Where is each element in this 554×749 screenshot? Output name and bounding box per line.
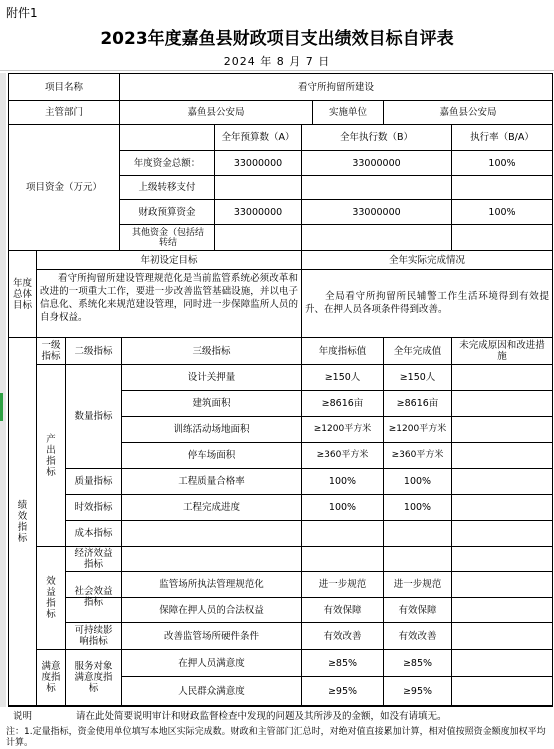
fund-row-exec: [302, 176, 451, 199]
indicator-target: 有效保障: [323, 604, 362, 616]
indicator-target: ≥8616亩: [321, 398, 364, 409]
perf-indicator-label: 绩效指标: [17, 499, 28, 544]
indicator-actual: ≥360平方米: [391, 450, 444, 460]
col-rate-header: 执行率（B/A）: [470, 132, 534, 143]
fund-row-rate: [452, 176, 552, 199]
annex-label: 附件1: [6, 6, 38, 20]
indicator-target: ≥360平方米: [316, 450, 369, 460]
social-indicator-label: 社会效益指标: [74, 586, 113, 608]
indicator-actual: 有效保障: [398, 604, 437, 616]
fund-row-exec: 33000000: [352, 206, 401, 218]
report-date: 2024 年 8 月 7 日: [223, 55, 331, 68]
fund-row-rate: 100%: [488, 157, 516, 169]
overall-goal-label: 年度总体目标: [13, 277, 33, 311]
indicator-actual: 100%: [403, 476, 432, 487]
economic-indicator-label: 经济效益指标: [74, 548, 113, 570]
indicator-name: 监管场所执法管理规范化: [159, 579, 264, 590]
target-header: 年度指标值: [318, 345, 367, 357]
indicator-actual: ≥95%: [402, 685, 433, 697]
satisfaction-indicator-label: 满意度指标: [41, 661, 61, 694]
fund-row-label: 其他资金（包括结转结: [132, 227, 205, 248]
indicator-name: 工程完成进度: [182, 502, 240, 513]
remark-label: 说明: [12, 710, 32, 722]
indicator-actual: ≥1200平方米: [388, 424, 447, 434]
set-goal-text: 看守所拘留所建设管理规范化是当前监管系统必须改革和改进的一项重大工作，要进一步改善监管基础设施，并以电子信息化、系统化来规范建设管理，同时进一步保障监所人员的自身权益。: [40, 273, 298, 323]
fund-row-rate: [452, 225, 552, 250]
indicator-name: 人民群众满意度: [178, 685, 245, 697]
page-title: 2023年度嘉鱼县财政项目支出绩效目标自评表: [100, 29, 454, 49]
fund-row-budget: [215, 225, 301, 250]
fund-row-exec: [302, 225, 451, 250]
quantity-indicator-label: 数量指标: [74, 411, 113, 422]
indicator-name: 保障在押人员的合法权益: [159, 604, 264, 616]
fund-row-label: 上级转移支付: [138, 182, 196, 193]
level3-header: 三级指标: [192, 345, 231, 357]
actual-header: 全年完成值: [393, 345, 442, 357]
indicator-target: ≥1200平方米: [313, 424, 372, 434]
sustain-indicator-label: 可持续影响指标: [74, 625, 113, 647]
indicator-target: 进一步规范: [318, 579, 367, 590]
remark-text: 请在此处简要说明审计和财政监督检查中发现的问题及其所涉及的金额，如没有请填无。: [76, 710, 447, 722]
indicator-name: 改善监管场所硬件条件: [163, 630, 259, 642]
indicator-actual: 有效改善: [398, 630, 437, 642]
dept-label: 主管部门: [44, 107, 83, 118]
indicator-target: 100%: [328, 476, 357, 487]
level1-header: 一级指标: [41, 340, 61, 362]
indicator-name: 工程质量合格率: [178, 476, 245, 487]
fund-row-label: 财政预算资金: [138, 206, 196, 218]
indicator-name: 停车场面积: [187, 450, 236, 461]
impl-value: 嘉鱼县公安局: [439, 107, 497, 118]
fund-row-budget: 33000000: [233, 206, 283, 218]
fund-row-budget: [215, 176, 301, 199]
dept-value: 嘉鱼县公安局: [187, 107, 245, 118]
project-name-value: 看守所拘留所建设: [297, 81, 374, 93]
effect-indicator-label: 效益指标: [46, 576, 56, 620]
indicator-target: 100%: [328, 502, 357, 513]
indicator-actual: ≥85%: [402, 657, 433, 669]
impl-label: 实施单位: [328, 107, 367, 118]
indicator-actual: 进一步规范: [393, 579, 442, 590]
funds-label: 项目资金（万元）: [25, 182, 102, 193]
indicator-name: 建筑面积: [192, 398, 231, 409]
indicator-target: ≥150人: [324, 372, 361, 383]
indicator-target: ≥85%: [327, 657, 358, 669]
indicator-name: 训练活动场地面积: [173, 424, 250, 435]
cost-indicator-label: 成本指标: [74, 528, 113, 539]
actual-done-text: 全局看守所拘留所民辅警工作生活环境得到有效提升、在押人员各项条件得到改善。: [305, 291, 549, 315]
indicator-target: ≥95%: [327, 685, 358, 697]
indicator-name: 在押人员满意度: [178, 657, 245, 669]
fund-row-budget: 33000000: [233, 157, 283, 169]
reason-header: 未完成原因和改进措施: [459, 340, 545, 362]
service-satisfaction-label: 服务对象满意度指标: [74, 661, 113, 694]
timeliness-indicator-label: 时效指标: [74, 502, 113, 513]
indicator-actual: ≥8616亩: [396, 398, 439, 409]
col-exec-header: 全年执行数（B）: [339, 132, 414, 143]
actual-done-header: 全年实际完成情况: [388, 254, 465, 266]
footnote: 注：1.定量指标，资金使用单位填写本地区实际完成数。财政和主管部门汇总时，对绝对值直接累加计算，相对值按照资金额度加权平均计算。: [6, 727, 546, 748]
indicator-actual: 100%: [403, 502, 432, 513]
col-budget-header: 全年预算数（A）: [221, 132, 295, 143]
output-indicator-label: 产出指标: [46, 433, 56, 478]
indicator-target: 有效改善: [323, 630, 362, 642]
quality-indicator-label: 质量指标: [74, 476, 113, 487]
project-name-label: 项目名称: [44, 81, 83, 93]
fund-row-label: 年度资金总额：: [133, 157, 201, 169]
fund-row-exec: 33000000: [352, 157, 401, 169]
fund-row-rate: 100%: [488, 206, 516, 218]
indicator-actual: ≥150人: [399, 372, 436, 383]
indicator-name: 设计关押量: [187, 372, 236, 383]
level2-header: 二级指标: [74, 345, 113, 357]
set-goal-header: 年初设定目标: [140, 254, 198, 266]
